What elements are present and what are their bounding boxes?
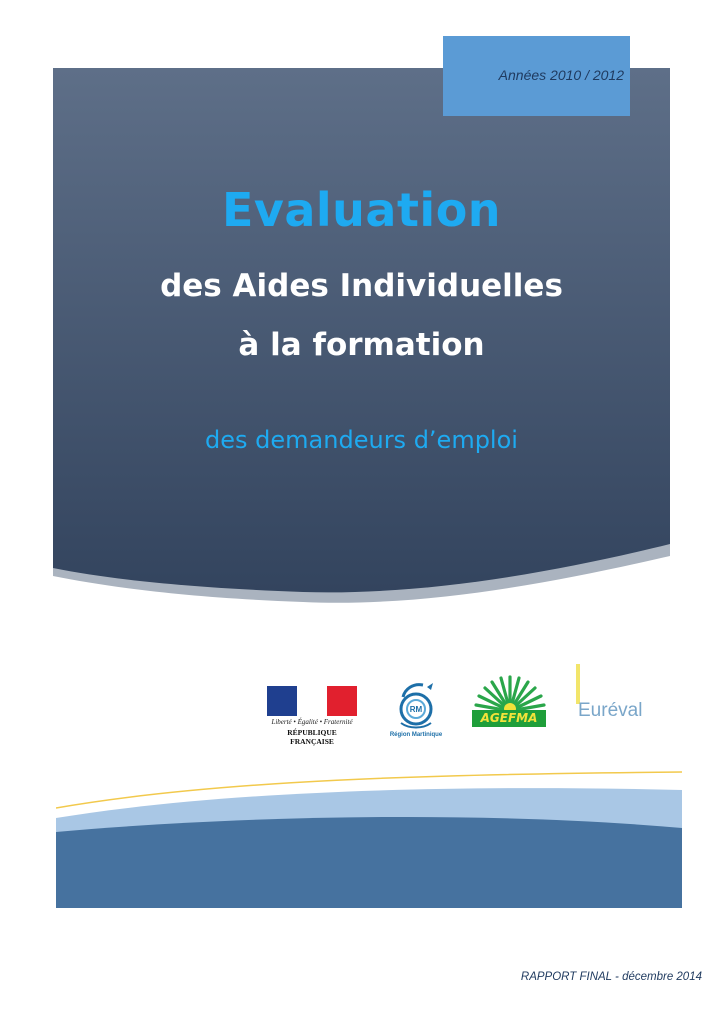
region-martinique-logo: [383, 681, 449, 743]
document-subtitle-line1: des Aides Individuelles: [160, 268, 563, 304]
french-flag-icon: [267, 686, 357, 716]
region-martinique-emblem-icon: [383, 681, 449, 733]
eureval-logo: [574, 664, 646, 734]
agefma-logo: [470, 673, 550, 733]
document-title: Evaluation: [221, 183, 502, 237]
eureval-label: Euréval: [578, 700, 643, 721]
agefma-label: AGEFMA: [472, 710, 546, 727]
document-tagline: des demandeurs d’emploi: [205, 426, 518, 454]
report-footer: RAPPORT FINAL - décembre 2014: [520, 971, 702, 983]
document-subtitle-line2: à la formation: [238, 327, 485, 363]
years-label: Années 2010 / 2012: [498, 67, 624, 83]
agefma-fan-icon: [470, 673, 550, 713]
republique-name: RÉPUBLIQUE FRANÇAISE: [287, 728, 337, 746]
republique-motto: Liberté • Égalité • Fraternité: [271, 718, 353, 726]
region-martinique-label: Région Martinique: [389, 732, 443, 738]
eureval-bar-icon: [576, 664, 580, 704]
years-box: [443, 36, 630, 116]
decorative-waves: [56, 770, 682, 908]
republique-francaise-logo: [267, 686, 357, 746]
region-monogram: RM: [409, 705, 423, 714]
